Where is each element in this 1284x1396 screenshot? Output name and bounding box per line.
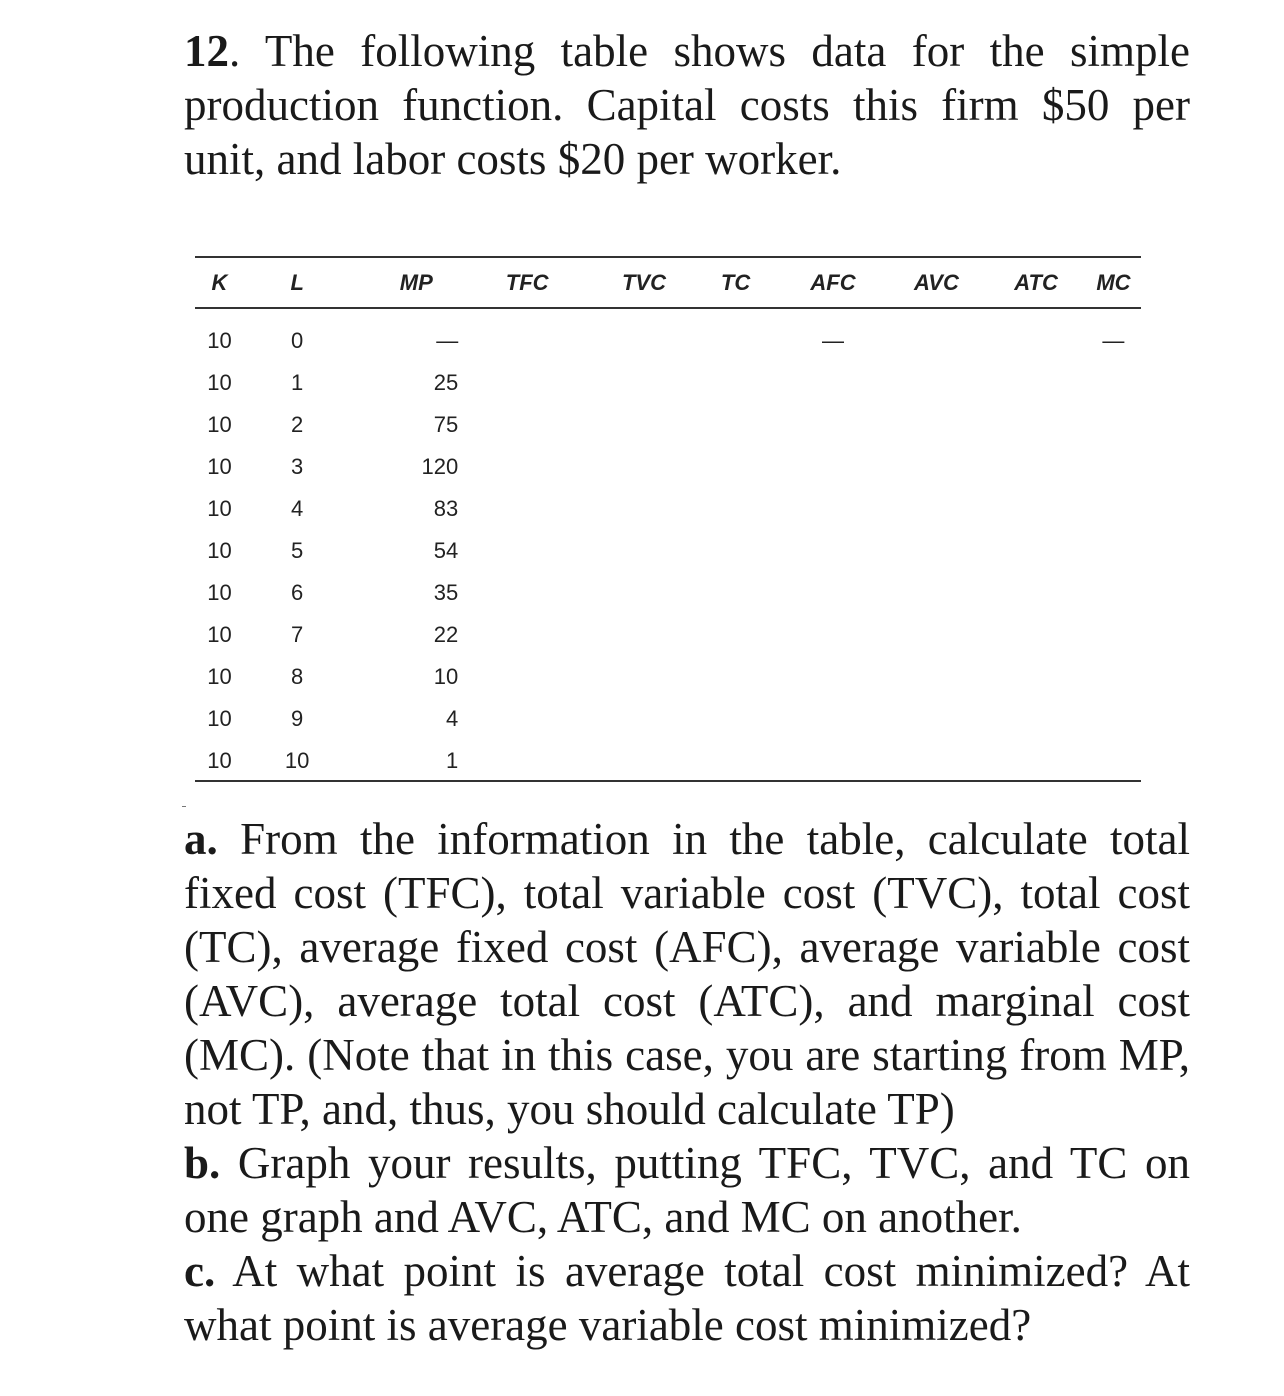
cell-afc bbox=[779, 362, 886, 404]
cell-atc bbox=[986, 740, 1086, 782]
cell-tvc bbox=[596, 530, 692, 572]
cell-mc bbox=[1086, 614, 1141, 656]
cell-mp: 83 bbox=[433, 496, 459, 521]
cell-mp: — bbox=[436, 328, 459, 353]
table-row bbox=[195, 740, 1141, 782]
cell-atc bbox=[986, 362, 1086, 404]
cell-atc bbox=[986, 320, 1086, 362]
cell-k: 10 bbox=[207, 370, 232, 395]
header-avc: AVC bbox=[914, 270, 959, 295]
cell-mc bbox=[1086, 446, 1141, 488]
cell-tc bbox=[692, 404, 779, 446]
cell-afc bbox=[779, 446, 886, 488]
header-tc: TC bbox=[720, 270, 751, 295]
part-a-text: From the information in the table, calculate total fixed cost (TFC), total variable cost (TVC), total cost (TC), average fixed cost (AFC), average variable cost (AVC), average total cost (ATC), and marginal cost (MC). (Note that in this case, you are starting from MP, not TP, and, thus, you should calculate TP) bbox=[184, 814, 1190, 1134]
part-c-label: c. bbox=[184, 1246, 216, 1296]
table-row bbox=[195, 320, 1141, 362]
data-table bbox=[195, 256, 1141, 782]
part-b bbox=[184, 1136, 1190, 1244]
cell-avc bbox=[887, 698, 987, 740]
cell-tc bbox=[692, 530, 779, 572]
cell-afc bbox=[779, 488, 886, 530]
cell-mc: — bbox=[1102, 328, 1125, 353]
table-row bbox=[195, 362, 1141, 404]
cell-tvc bbox=[596, 740, 692, 782]
cell-mp: 1 bbox=[445, 748, 459, 773]
cell-k: 10 bbox=[207, 664, 232, 689]
cell-atc bbox=[986, 530, 1086, 572]
header-tfc: TFC bbox=[505, 270, 549, 295]
cell-afc bbox=[779, 656, 886, 698]
header-k: K bbox=[211, 270, 228, 295]
cell-afc bbox=[779, 530, 886, 572]
question-number: 12 bbox=[184, 26, 229, 76]
cell-tc bbox=[692, 488, 779, 530]
cell-afc bbox=[779, 404, 886, 446]
header-atc: ATC bbox=[1014, 270, 1058, 295]
cell-tc bbox=[692, 698, 779, 740]
table-row bbox=[195, 530, 1141, 572]
cell-afc bbox=[779, 740, 886, 782]
header-mc: MC bbox=[1096, 270, 1131, 295]
cell-avc bbox=[887, 530, 987, 572]
cell-tc bbox=[692, 572, 779, 614]
cell-mc bbox=[1086, 698, 1141, 740]
cell-tvc bbox=[596, 362, 692, 404]
cell-mc bbox=[1086, 656, 1141, 698]
cell-l: 5 bbox=[291, 538, 304, 563]
cell-avc bbox=[887, 404, 987, 446]
cell-k: 10 bbox=[207, 748, 232, 773]
cell-l: 8 bbox=[291, 664, 304, 689]
cell-tc bbox=[692, 614, 779, 656]
table-row bbox=[195, 698, 1141, 740]
part-a bbox=[184, 812, 1190, 1136]
table-row bbox=[195, 656, 1141, 698]
part-b-text: Graph your results, putting TFC, TVC, and TC on one graph and AVC, ATC, and MC on another. bbox=[184, 1138, 1190, 1242]
cell-tc bbox=[692, 446, 779, 488]
stray-mark bbox=[182, 806, 186, 807]
cell-tfc bbox=[458, 698, 596, 740]
cell-mp: 120 bbox=[421, 454, 459, 479]
cell-mc bbox=[1086, 740, 1141, 782]
cell-tfc bbox=[458, 488, 596, 530]
cell-mp: 25 bbox=[433, 370, 459, 395]
cell-tvc bbox=[596, 698, 692, 740]
cell-atc bbox=[986, 446, 1086, 488]
cell-k: 10 bbox=[207, 706, 232, 731]
cell-l: 6 bbox=[291, 580, 304, 605]
cell-tc bbox=[692, 320, 779, 362]
cell-k: 10 bbox=[207, 580, 232, 605]
cell-atc bbox=[986, 614, 1086, 656]
question-intro bbox=[184, 24, 1190, 186]
table-row bbox=[195, 614, 1141, 656]
table-row bbox=[195, 488, 1141, 530]
table-row bbox=[195, 572, 1141, 614]
cell-k: 10 bbox=[207, 622, 232, 647]
cell-avc bbox=[887, 362, 987, 404]
table-body bbox=[195, 310, 1141, 782]
cell-avc bbox=[887, 320, 987, 362]
question-intro-text: . The following table shows data for the simple production function. Capital costs this firm $50 per unit, and labor costs $20 per worker. bbox=[184, 26, 1190, 184]
cell-tvc bbox=[596, 404, 692, 446]
cell-tc bbox=[692, 362, 779, 404]
cell-mp: 22 bbox=[433, 622, 459, 647]
cell-tfc bbox=[458, 740, 596, 782]
cell-tvc bbox=[596, 320, 692, 362]
cell-atc bbox=[986, 572, 1086, 614]
cell-k: 10 bbox=[207, 328, 232, 353]
cell-tvc bbox=[596, 656, 692, 698]
cell-k: 10 bbox=[207, 412, 232, 437]
cell-tvc bbox=[596, 572, 692, 614]
cell-tvc bbox=[596, 446, 692, 488]
cell-avc bbox=[887, 488, 987, 530]
part-c-text: At what point is average total cost minimized? At what point is average variable cost minimized? bbox=[184, 1246, 1190, 1350]
part-b-label: b. bbox=[184, 1138, 221, 1188]
cell-tfc bbox=[458, 656, 596, 698]
cell-l: 10 bbox=[284, 748, 310, 773]
cell-tfc bbox=[458, 362, 596, 404]
cell-avc bbox=[887, 740, 987, 782]
cell-k: 10 bbox=[207, 496, 232, 521]
cell-mc bbox=[1086, 572, 1141, 614]
cell-tfc bbox=[458, 572, 596, 614]
cell-tc bbox=[692, 740, 779, 782]
cell-k: 10 bbox=[207, 454, 232, 479]
part-a-label: a. bbox=[184, 814, 218, 864]
cell-l: 4 bbox=[291, 496, 304, 521]
cell-mp: 75 bbox=[433, 412, 459, 437]
cell-avc bbox=[887, 656, 987, 698]
cell-l: 9 bbox=[291, 706, 304, 731]
cell-mp: 54 bbox=[433, 538, 459, 563]
cell-afc bbox=[779, 698, 886, 740]
table-spacer bbox=[195, 310, 1141, 320]
cell-mp: 10 bbox=[433, 664, 459, 689]
cell-k: 10 bbox=[207, 538, 232, 563]
cell-mp: 4 bbox=[445, 706, 459, 731]
cell-afc bbox=[779, 614, 886, 656]
table-row bbox=[195, 404, 1141, 446]
cell-tfc bbox=[458, 446, 596, 488]
cell-avc bbox=[887, 572, 987, 614]
cell-avc bbox=[887, 446, 987, 488]
cell-atc bbox=[986, 404, 1086, 446]
cell-avc bbox=[887, 614, 987, 656]
cell-tfc bbox=[458, 404, 596, 446]
header-afc: AFC bbox=[810, 270, 856, 295]
cell-l: 7 bbox=[291, 622, 304, 647]
cell-tc bbox=[692, 656, 779, 698]
cell-afc: — bbox=[821, 328, 844, 353]
cell-atc bbox=[986, 656, 1086, 698]
cell-l: 0 bbox=[291, 328, 304, 353]
question-parts bbox=[184, 812, 1190, 1352]
header-tvc: TVC bbox=[621, 270, 666, 295]
cell-atc bbox=[986, 488, 1086, 530]
part-c bbox=[184, 1244, 1190, 1352]
cell-afc bbox=[779, 572, 886, 614]
cell-tfc bbox=[458, 530, 596, 572]
header-l: L bbox=[290, 270, 304, 295]
cell-tfc bbox=[458, 614, 596, 656]
cell-mc bbox=[1086, 404, 1141, 446]
table-header-row bbox=[195, 256, 1141, 310]
table-row bbox=[195, 446, 1141, 488]
cell-mp: 35 bbox=[433, 580, 459, 605]
cell-l: 2 bbox=[291, 412, 304, 437]
header-mp: MP bbox=[399, 270, 433, 295]
cell-mc bbox=[1086, 362, 1141, 404]
cell-tvc bbox=[596, 488, 692, 530]
cell-l: 3 bbox=[291, 454, 304, 479]
cell-tvc bbox=[596, 614, 692, 656]
cell-l: 1 bbox=[291, 370, 304, 395]
cell-atc bbox=[986, 698, 1086, 740]
cell-mc bbox=[1086, 488, 1141, 530]
cell-mc bbox=[1086, 530, 1141, 572]
cell-tfc bbox=[458, 320, 596, 362]
